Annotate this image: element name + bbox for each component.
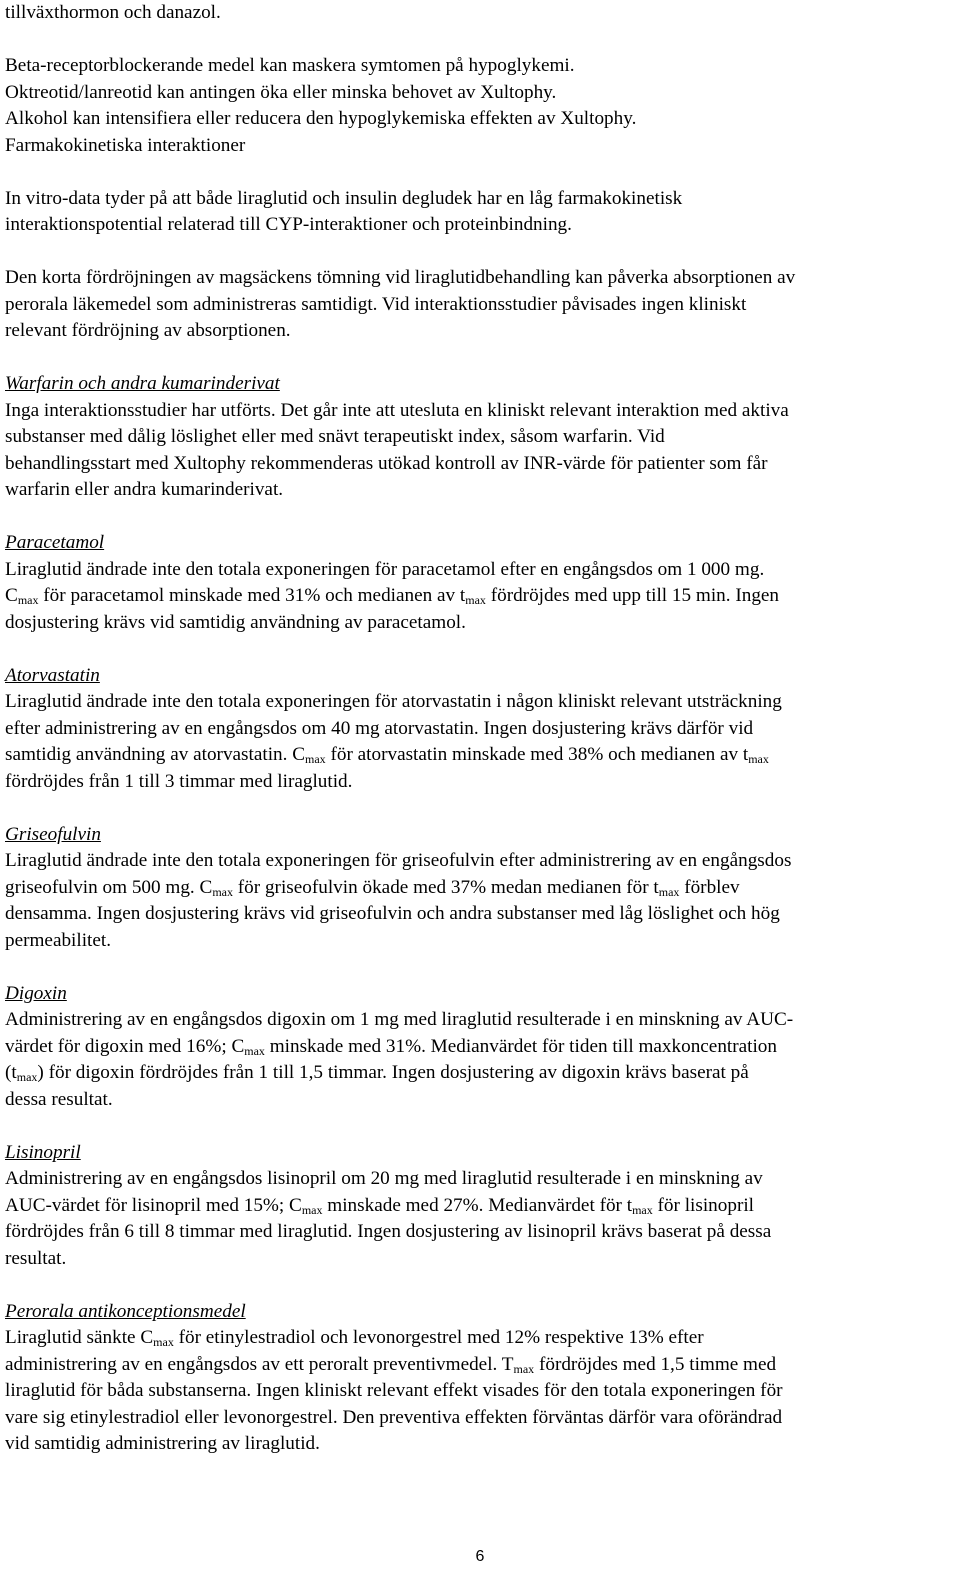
- text-line: Den korta fördröjningen av magsäckens tömning vid liraglutidbehandling kan påverka absorptionen av: [5, 267, 796, 288]
- text-line: fördröjdes från 1 till 3 timmar med liraglutid.: [5, 770, 353, 792]
- text-line: fördröjdes från 6 till 8 timmar med liraglutid. Ingen dosjustering av lisinopril krävs baserat på dessa: [5, 1221, 772, 1242]
- text-line: Oktreotid/lanreotid kan antingen öka eller minska behovet av Xultophy.: [5, 81, 557, 103]
- text-line: vare sig etinylestradiol eller levonorgestrel. Den preventiva effekten förväntas därför vara oförändrad: [5, 1406, 783, 1428]
- text-line: densamma. Ingen dosjustering krävs vid griseofulvin och andra substanser med låg löslighet och hög: [5, 903, 780, 924]
- paragraph-lisinopril: [5, 1166, 954, 1272]
- heading-digoxin: Digoxin: [5, 982, 67, 1004]
- paragraph-griseofulvin: [5, 848, 954, 954]
- paragraph-warfarin: [5, 398, 954, 504]
- text-line: warfarin eller andra kumarinderivat.: [5, 479, 284, 500]
- paragraph-beta-blockers: [5, 53, 954, 133]
- text-line: tillväxthormon och danazol.: [5, 2, 221, 23]
- text-line: $(t_{max})$ för digoxin fördröjdes från 1 till 1,5 timmar. Ingen dosjustering av digoxin krävs baserat på: [5, 1062, 749, 1084]
- paragraph-gastric-delay: [5, 265, 954, 345]
- text-line: AUC-värdet för lisinopril med 15%; $C_{max}$ minskade med 27%. Medianvärdet för $t_{max}$ för lisinopril: [5, 1194, 755, 1217]
- heading-lisinopril: Lisinopril: [5, 1141, 81, 1163]
- text-line: administrering av en engångsdos av ett peroralt preventivmedel. $T_{max}$ fördröjdes med 1,5 timme med: [5, 1353, 777, 1376]
- heading-pharmacokinetic-interactions: Farmakokinetiska interaktioner: [5, 134, 246, 156]
- text-line: perorala läkemedel som administreras samtidigt. Vid interaktionsstudier påvisades ingen kliniskt: [5, 293, 747, 315]
- text-line: samtidig användning av atorvastatin. $C_{max}$ för atorvastatin minskade med 38% och medianen av $t_{max}$: [5, 744, 769, 766]
- heading-oral-contraceptives: Perorala antikonceptionsmedel: [5, 1300, 246, 1322]
- text-line: Liraglutid sänkte $C_{max}$ för etinylestradiol och levonorgestrel med 12% respektive 13% efter: [5, 1327, 704, 1349]
- paragraph-oral-contraceptives: [5, 1325, 954, 1458]
- text-line: Liraglutid ändrade inte den totala exponeringen för paracetamol efter en engångsdos om 1 000 mg.: [5, 558, 765, 580]
- text-line: $C_{max}$ för paracetamol minskade med 31% och medianen av $t_{max}$ fördröjdes med upp till 15 min. Ingen: [5, 585, 780, 607]
- text-line: interaktionspotential relaterad till CYP-interaktioner och proteinbindning.: [5, 214, 572, 235]
- text-line: Beta-receptorblockerande medel kan maskera symtomen på hypoglykemi.: [5, 55, 575, 76]
- text-line: liraglutid för båda substanserna. Ingen kliniskt relevant effekt visades för den totala exponeringen för: [5, 1380, 783, 1401]
- heading-warfarin: Warfarin och andra kumarinderivat: [5, 373, 280, 394]
- paragraph-paracetamol: [5, 557, 954, 637]
- text-line: dosjustering krävs vid samtidig användning av paracetamol.: [5, 611, 466, 633]
- text-line: substanser med dålig löslighet eller med snävt terapeutiskt index, såsom warfarin. Vid: [5, 426, 665, 447]
- paragraph-atorvastatin: [5, 689, 954, 795]
- text-line: behandlingsstart med Xultophy rekommenderas utökad kontroll av INR-värde för patienter som får: [5, 452, 768, 474]
- text-line: permeabilitet.: [5, 929, 112, 951]
- text-line: värdet för digoxin med 16%; $C_{max}$ minskade med 31%. Medianvärdet för tiden till maxkoncentration: [5, 1035, 777, 1058]
- text-line: Liraglutid ändrade inte den totala exponeringen för atorvastatin i någon kliniskt relevant utsträckning: [5, 691, 782, 712]
- text-line: Administrering av en engångsdos digoxin om 1 mg med liraglutid resulterade i en minskning av AUC-: [5, 1009, 794, 1030]
- paragraph-in-vitro: [5, 186, 954, 239]
- paragraph-digoxin: [5, 1007, 954, 1113]
- text-line: Liraglutid ändrade inte den totala exponeringen för griseofulvin efter administrering av en engångsdos: [5, 850, 792, 871]
- heading-griseofulvin: Griseofulvin: [5, 823, 101, 845]
- text-line: dessa resultat.: [5, 1088, 113, 1110]
- text-line: relevant fördröjning av absorptionen.: [5, 320, 291, 341]
- heading-atorvastatin: Atorvastatin: [5, 664, 100, 686]
- text-line: efter administrering av en engångsdos om 40 mg atorvastatin. Ingen dosjustering krävs därför vid: [5, 717, 754, 739]
- text-line: Inga interaktionsstudier har utförts. Det går inte att utesluta en kliniskt relevant interaktion med aktiva: [5, 399, 789, 421]
- text-line: Alkohol kan intensifiera eller reducera den hypoglykemiska effekten av Xultophy.: [5, 108, 637, 129]
- text-line: Administrering av en engångsdos lisinopril om 20 mg med liraglutid resulterade i en minskning av: [5, 1168, 763, 1189]
- text-line: griseofulvin om 500 mg. $C_{max}$ för griseofulvin ökade med 37% medan medianen för $t_{max}$ förblev: [5, 876, 740, 899]
- text-line: vid samtidig administrering av liraglutid.: [5, 1433, 320, 1454]
- text-line: resultat.: [5, 1247, 67, 1269]
- heading-paracetamol: Paracetamol: [5, 532, 105, 553]
- page-number: 6: [475, 1548, 485, 1565]
- text-line: In vitro-data tyder på att både liraglutid och insulin degludek har en låg farmakokinetisk: [5, 187, 683, 209]
